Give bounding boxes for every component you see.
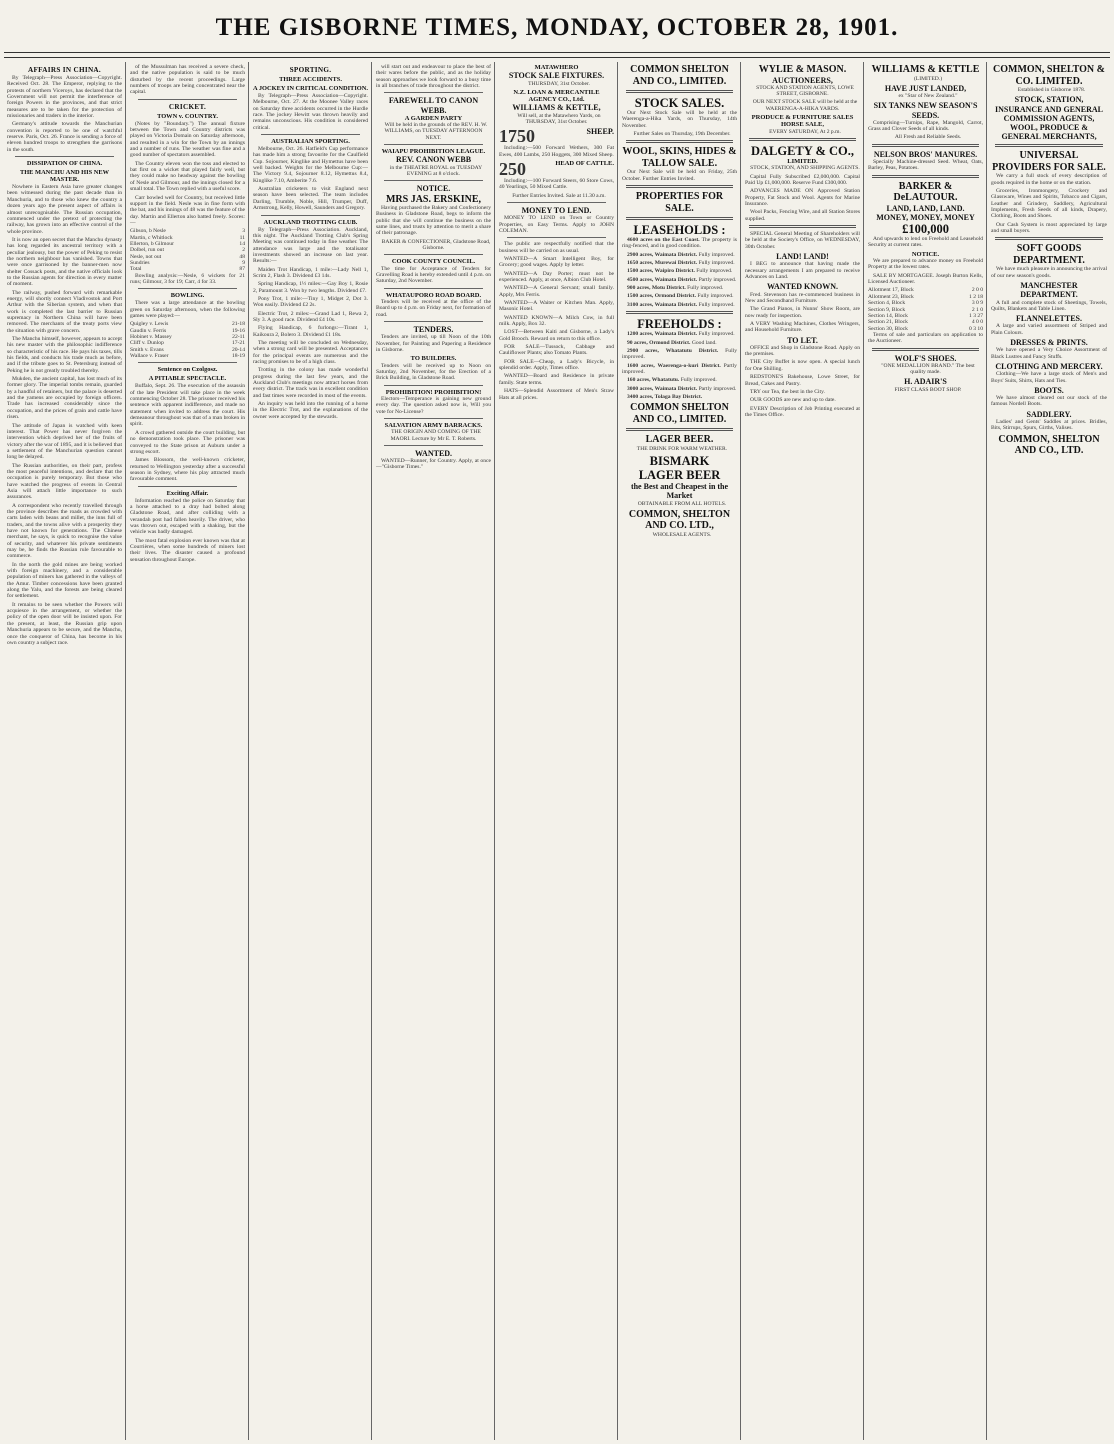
- adair-heading: H. ADAIR'S: [904, 377, 947, 387]
- nelson-heading: NELSON BROS' MANURES.: [873, 149, 978, 159]
- exciting-heading: Exciting Affair.: [166, 489, 209, 497]
- leaseholds-heading: LEASEHOLDS :: [633, 223, 726, 238]
- wanted-known-heading: WANTED KNOWN.: [766, 282, 839, 292]
- sporting-heading: SPORTING.: [289, 66, 332, 74]
- freeholds-heading: FREEHOLDS :: [637, 317, 722, 332]
- column-3: SPORTING. THREE ACCIDENTS. A JOCKEY IN CRITICAL CONDITION. By Telegraph—Press Association—Copyright. Melbourne, Oct. 27. At the Moonee Valley races on Saturday three accidents occurred in the Hurdle race. The jockey Hewitt was thrown heavily and remains unconscious. His condition is considered critical. AUSTRALIAN SPORTING. Melbourne, Oct. 26. Hatfield's Cup performance has made him a strong favourite for the Caulfield Cup. Sojourner, Kinglike and Hymettus have been well backed. Weights for the Melbourne Cup:—The Victory 9.4, Sojourner 8.12, Hymettus 8.4, Kinglike 7.10, Amberite 7.6. Australian cricketers to visit England next season have been selected. The team includes Darling, Trumble, Noble, Hill, Trumper, Duff, Armstrong, Kelly, Howell, Saunders and Gregory. AUCKLAND TROTTING CLUB. By Telegraph—Press Association. Auckland, this night. The Auckland Trotting Club's Spring Meeting was continued today in fine weather. The attendance was large and the totalisator investments showed an increase on last year. Results:— Maiden Trot Handicap, 1 mile:—Lady Nell 1, Scrim 2, Flash 3. Dividend £3 14s. Spring Handicap, 1½ miles:—Gay Boy 1, Rosie 2, Paramount 3. Won by two lengths. Dividend £7. Pony Trot, 1 mile:—Tiny 1, Midget 2, Dot 3. Won easily. Dividend £2 2s. Electric Trot, 2 miles:—Grand Lad 1, Rewa 2, Sly 3. A good race. Dividend £4 10s. Flying Handicap, 6 furlongs:—Tirant 1, Kaikoura 2, Bolero 3. Dividend £1 18s. The meeting will be concluded on Wednesday, when a strong card will be presented. Acceptances for the principal events are numerous and the racing promises to be of a high class. Trotting in the colony has made wonderful progress during the last few years, and the Auckland Club's meetings now attract horses from every district. The track was in excellent condition and fast times were recorded in most of the events. An inquiry was held into the running of a horse in the Electric Trot, and the explanations of the owner were accepted by the stewards.: [253, 66, 368, 420]
- common-heading: COMMON, SHELTON & CO. LIMITED.: [993, 64, 1105, 87]
- builders-heading: TO BUILDERS.: [410, 355, 457, 363]
- auctioneers-heading: AUCTIONEERS,: [772, 75, 833, 85]
- wanted-heading: WANTED.: [414, 448, 453, 458]
- common-shelton-heading: COMMON SHELTON AND CO., LIMITED.: [630, 64, 729, 87]
- column-8: WILLIAMS & KETTLE (LIMITED.) HAVE JUST LANDED, ex "Star of New Zealand." SIX TANKS NEW SEASON'S SEEDS. Comprising—Turnips, Rape, Mangold, Carrot, Grass and Clover Seeds of all kinds. All Fresh and Reliable Seeds. NELSON BROS' MANURES. Specially Machine-dressed Seed. Wheat, Oats, Barley, Peas, Potatoes. BARKER & DeLAUTOUR. LAND, LAND, LAND. MONEY, MONEY, MONEY £100,000 And upwards to lend on Freehold and Leasehold Security at current rates. NOTICE. We are prepared to advance money on Freehold Property at the lowest rates. SALE BY MORTGAGEE. Joseph Burton Kells, Licensed Auctioneer. Allotment 17, Block 2 0 0 Allotment 23, Block 1 2 18 Section 4, Block 3 0 9 Section 9, Block 2 1 0 Section 14, Block 1 3 27 Section 21, Block 4 0 0 Section 30, Block 0 3 10 Terms of sale and particulars on application to the Auctioneer. WOLF'S SHOES. "ONE MEDALLION BRAND." The best quality made. H. ADAIR'S FIRST CLASS BOOT SHOP.: [868, 64, 983, 393]
- prohibition-heading: PROHIBITION! PROHIBITION!: [385, 388, 482, 396]
- dalgety-limited: LIMITED.: [787, 158, 818, 166]
- salvation-heading: SALVATION ARMY BARRACKS.: [384, 421, 483, 429]
- stock-sales-heading: STOCK SALES.: [634, 96, 725, 110]
- affairs-in-china-heading: AFFAIRS IN CHINA.: [27, 66, 102, 74]
- australian-sporting-heading: AUSTRALIAN SPORTING.: [271, 138, 350, 146]
- universal-heading: UNIVERSAL PROVIDERS FOR SALE.: [992, 150, 1106, 173]
- amount-heading: £100,000: [902, 222, 949, 237]
- land-land-land: LAND, LAND, LAND.: [886, 203, 965, 213]
- erskine-heading: MRS JAS. ERSKINE,: [385, 193, 482, 205]
- jockey-heading: A JOCKEY IN CRITICAL CONDITION.: [253, 85, 368, 92]
- common-bottom-heading: COMMON, SHELTON AND CO., LTD.: [998, 433, 1100, 457]
- notice-8: NOTICE.: [911, 250, 940, 258]
- money-money: MONEY, MONEY, MONEY: [876, 212, 975, 222]
- six-tanks-heading: SIX TANKS NEW SEASON'S SEEDS.: [873, 101, 978, 120]
- sheep-label: SHEEP.: [586, 127, 614, 137]
- clothing-heading: CLOTHING AND MERCERY.: [995, 362, 1103, 372]
- wool-sale-heading: WOOL, SKINS, HIDES & TALLOW SALE.: [622, 146, 737, 169]
- cricket-heading: CRICKET.: [168, 102, 207, 111]
- common-shelton-mid: COMMON SHELTON AND CO., LIMITED.: [630, 402, 729, 425]
- boots-heading: BOOTS.: [1034, 385, 1064, 395]
- saddlery-heading: SADDLERY.: [1026, 409, 1072, 419]
- williams-kettle-heading: WILLIAMS & KETTLE: [871, 64, 980, 75]
- sentence-heading: Sentence on Czolgosz.: [157, 366, 218, 374]
- lager-heading: LAGER BEER.: [645, 434, 714, 446]
- manchester-heading: MANCHESTER DEPARTMENT.: [1020, 281, 1078, 300]
- column-7: WYLIE & MASON. AUCTIONEERS, STOCK AND STATION AGENTS, LOWE STREET, GISBORNE. OUR NEXT STOCK SALE will be held at the WAERENGA-A-HIKA YARDS. PRODUCE & FURNITURE SALES HORSE SALE, EVERY SATURDAY, At 2 p.m. DALGETY & CO., LIMITED. STOCK, STATION, AND SHIPPING AGENTS. Capital Fully Subscribed £2,000,000. Capital Paid Up £1,000,000. Reserve Fund £300,000. ADVANCES MADE ON Approved Station Property, Fat Stock and Wool. Agents for Marine Insurance. Wool Packs, Fencing Wire, and all Station Stores supplied. SPECIAL General Meeting of Shareholders will be held at the Society's Office, on WEDNESDAY, 30th October. LAND! LAND! I BEG to announce that having made the necessary arrangements I am prepared to receive Advances on Land. WANTED KNOWN. Fred. Stevenson has re-commenced business in New and Secondhand Furniture. The Grand Pianos, in Nunns' Show Room, are now ready for inspection. A VERY Washing Machines, Clothes Wringers, and Household Furniture. TO LET. OFFICE and Shop in Gladstone Road. Apply on the premises. THE City Buffet is now open. A special lunch for One Shilling. REDSTONE'S Bakehouse, Lowe Street, for Bread, Cakes and Pastry. TRY our Tea, the best in the City. OUR GOODS are new and up to date. EVERY Description of Job Printing executed at the Times Office.: [745, 64, 860, 418]
- cattle-count: 250: [499, 159, 526, 180]
- wylie-mason-heading: WYLIE & MASON.: [758, 64, 847, 75]
- dalgety-heading: DALGETY & CO.,: [750, 144, 854, 159]
- cook-heading: COOK COUNTY COUNCIL.: [391, 258, 476, 266]
- flannelettes-heading: FLANNELETTES.: [1015, 314, 1083, 324]
- to-let-heading: TO LET.: [787, 335, 818, 345]
- sheep-count: 1750: [499, 126, 535, 147]
- column-1: AFFAIRS IN CHINA. By Telegraph—Press Association—Copyright. Received Oct. 28. The Emperor, replying to the protests of northern Viceroys, has declared that the Government will not permit the interference of foreign Powers in the provinces, and that strict measures are to be taken for the protection of missionaries and traders in the interior. Germany's attitude towards the Manchurian convention is reported to be one of watchful reserve. Paris, Oct. 26. France is sending a force of eleven hundred troops to strengthen the garrisons in the south. DISSIPATION OF CHINA. THE MANCHU AND HIS NEW MASTER. Nowhere in Eastern Asia have greater changes been witnessed during the past decade than in Manchuria, and to those who knew the country a dozen years ago the present aspect of affairs is almost unrecognisable. The Russian occupation, commenced under the pretext of protecting the railway, has grown into an effective control of the whole province. It is now an open secret that the Manchu dynasty has long regarded its ancestral territory with a peculiar jealousy, but the power of Peking to resist the northern neighbour has vanished. Towns that were once garrisoned by the banner-men now shelter Cossack posts, and the native officials look to the Russian agents for direction in every matter of moment. The railway, pushed forward with remarkable energy, will shortly connect Vladivostok and Port Arthur with the Siberian system, and when that work is completed the last barrier to Russian supremacy in Northern China will have been removed. The merchants of the treaty ports view the situation with grave concern. The Manchu himself, however, appears to accept his new master with the philosophic indifference so characteristic of his race. He pays his taxes, tills his fields, and conducts his trade much as before, and if the tribute goes to St. Petersburg instead of Peking he is not greatly troubled thereby. Mukden, the ancient capital, has lost much of its former glory. The imperial tombs remain, guarded by a handful of retainers, but the palace is deserted and the yamens are occupied by foreign officers. Trade has increased considerably since the occupation, and the prices of grain and cattle have risen. The attitude of Japan is watched with keen interest. That Power has never forgiven the intervention which deprived her of the fruits of victory after the war of 1895, and it is believed that a settlement of the Manchurian question cannot long be delayed. The Russian authorities, on their part, profess the most peaceful intentions, and declare that the occupation is purely temporary. But those who have watched the progress of events in Central Asia will attach little importance to such assurances. A correspondent who recently travelled through the province describes the roads as crowded with carts laden with beans and millet, the inns full of traders, and the towns alive with a prosperity they have not known for generations. The Chinese merchant, he says, is quick to recognise the value of security, and whatever his private sentiments may be, he finds the Russian rule favourable to commerce. In the north the gold mines are being worked with foreign machinery, and a considerable population of miners has gathered in the valleys of the Amur. Timber concessions have been granted along the Yalu, and the forests are being cleared for settlement. It remains to be seen whether the Powers will acquiesce in the arrangement, or whether the policy of the open door will be insisted upon. For the present, at least, the Russian grip upon Manchuria appears to be secure, and the Manchu, once the conqueror of China, has become in his own country a subject race.: [7, 66, 122, 646]
- column-2: of the Mussulman has received a severe check, and the native population is said to be much disturbed by the recent proceedings. Large numbers of troops are being concentrated near the capital. CRICKET. TOWN v. COUNTRY. (Notes by "Boundary.") The annual fixture between the Town and Country districts was played on Victoria Domain on Saturday afternoon, and resulted in a win for the Town by an innings and a number of runs. The weather was fine and a good number of spectators assembled. The Country eleven won the toss and elected to bat first on a wicket that played fairly well, but they could make no headway against the bowling of Nesle and Gilmour, and the innings closed for a small total. The Town replied with a useful score. Carr bowled well for Country, but received little support in the field. Nesle was in fine form with the bat, and his innings of 48 was the feature of the day. Martin and Ellerton also batted freely. Scores:— Gibson, b Nesle 3 Martin, c Whitlock 11 Ellerton, b Gilmour 14 Dolbel, run out 2 Nesle, not out 48 Sundries 9 Total 87 Bowling analysis:—Nesle, 6 wickets for 21 runs; Gilmour, 3 for 19; Carr, 4 for 33. BOWLING. There was a large attendance at the bowling green on Saturday afternoon, when the following games were played:— Quigley v. Lewis 21-18 Gaudin v. Ferris 19-16 Hobinet v. Massey 22-11 Cliff v. Dunlop 17-21 Smith v. Evans 20-14 Wallace v. Fraser 18-19 Sentence on Czolgosz. A PITIABLE SPECTACLE. Buffalo, Sept. 26. The execution of the assassin of the late President will take place in the week commencing October 28. The prisoner received his sentence with apparent indifference, and made no statement when invited to address the court. His demeanour throughout was that of a man broken in spirit. A crowd gathered outside the court building, but no demonstration took place. The prisoner was conveyed to the State prison at Auburn under a strong escort. James Blossom, the well-known cricketer, returned to Wellington yesterday after a successful season in Sydney, where his play attracted much favourable comment. Exciting Affair. Information reached the police on Saturday that a horse attached to a dray had bolted along Gladstone Road, and after colliding with a verandah post had fallen heavily. The driver, who was thrown out, escaped with a shaking, but the vehicle was badly damaged. The most fatal explosion ever known was that at Courrières, when some hundreds of miners lost their lives. The disaster caused a profound sensation throughout Europe.: [130, 64, 245, 563]
- column-5: MATAWHERO STOCK SALE FIXTURES. THURSDAY, 31st October. N.Z. LOAN & MERCANTILE AGENCY CO., Ltd. WILLIAMS & KETTLE, Will sell, at the Matawhero Yards, on THURSDAY, 31st October. 1750 SHEEP. Including:—500 Forward Wethers, 300 Fat Ewes, 400 Lambs, 250 Hoggets, 300 Mixed Sheep. 250 HEAD OF CATTLE. Including:—100 Forward Steers, 60 Store Cows, 40 Yearlings, 50 Mixed Cattle. Further Entries Invited. Sale at 11.30 a.m. MONEY TO LEND. MONEY TO LEND on Town or Country Properties, on Easy Terms. Apply to JOHN COLEMAN. The public are respectfully notified that the business will be carried on as usual. WANTED—A Smart Intelligent Boy, for Grocery; good wages. Apply by letter. WANTED—A Day Porter; must not be experienced. Apply, at once, Albion Club Hotel. WANTED—A General Servant; small family. Apply, Mrs Ferris. WANTED—A Waiter or Kitchen Man. Apply, Masonic Hotel. WANTED KNOWN—A Milch Cow, in full milk. Apply, Box 32. LOST—Between Kaiti and Gisborne, a Lady's Gold Brooch. Reward on return to this office. FOR SALE—Tussock, Cabbage and Cauliflower Plants; also Tomato Plants. FOR SALE—Cheap, a Lady's Bicycle, in splendid order. Apply, Times office. WANTED—Board and Residence in private family. State terms. HATS—Splendid Assortment of Men's Straw Hats at all prices.: [499, 64, 614, 401]
- properties-heading: PROPERTIES FOR SALE.: [635, 191, 724, 214]
- top-rule-2: [4, 57, 1110, 58]
- whatauporo-heading: WHATAUPORO ROAD BOARD.: [385, 291, 482, 299]
- town-country-heading: TOWN v. COUNTRY.: [157, 112, 218, 120]
- wolf-heading: WOLF'S SHOES.: [894, 353, 957, 363]
- stock-station-heading: STOCK, STATION, INSURANCE AND GENERAL COMMISSION AGENTS,: [994, 95, 1103, 123]
- soft-goods-heading: SOFT GOODS DEPARTMENT.: [1013, 243, 1085, 266]
- cattle-label: HEAD OF CATTLE.: [555, 160, 614, 168]
- three-accidents-heading: THREE ACCIDENTS.: [279, 76, 342, 83]
- landed-heading: HAVE JUST LANDED,: [884, 83, 967, 93]
- barker-heading: BARKER & DeLAUTOUR.: [893, 180, 958, 204]
- best-cheapest: the Best and Cheapest in the Market: [630, 482, 729, 501]
- column-4: will start out and endeavour to place the best of their wares before the public, and as the holiday season approaches we look forward to a busy time in all branches of trade throughout the district. FAREWELL TO CANON WEBB. A GARDEN PARTY Will be held in the grounds of the REV. H. W. WILLIAMS, on TUESDAY AFTERNOON NEXT. WAIAPU PROHIBITION LEAGUE. REV. CANON WEBB in the THEATRE ROYAL on TUESDAY EVENING at 8 o'clock. NOTICE. MRS JAS. ERSKINE, Having purchased the Bakery and Confectionery Business in Gladstone Road, begs to inform the public that she will continue the business on the same lines, and trusts by attention to merit a share of their patronage. BAKER & CONFECTIONER, Gladstone Road, Gisborne. COOK COUNTY COUNCIL. The time for Acceptance of Tenders for Gravelling Road is hereby extended until 4 p.m. on Saturday, 2nd November. WHATAUPORO ROAD BOARD. Tenders will be received at the office of the Board up to 4 p.m. on Friday next, for formation of road. TENDERS. Tenders are invited, up till Noon of the 10th November, for Painting and Papering a Residence in Gisborne. TO BUILDERS. Tenders will be received up to Noon on Saturday, 2nd November, for the Erection of a Brick Building, in Gladstone Road. PROHIBITION! PROHIBITION! Electors—Temperance is gaining new ground every day. The question asked now is, Will you vote for No-License? SALVATION ARMY BARRACKS. THE ORIGIN AND COMING OF THE MAORI. Lecture by Mr E. T. Roberts. WANTED. WANTED—Runner, for Country. Apply, at once—"Gisborne Times.": [376, 64, 491, 471]
- wool-produce-heading: WOOL, PRODUCE & GENERAL MERCHANTS,: [1001, 122, 1097, 142]
- dissipation-heading: DISSIPATION OF CHINA.: [26, 160, 103, 168]
- column-9: COMMON, SHELTON & CO. LIMITED. Established in Gisborne 1878. STOCK, STATION, INSURANCE AND GENERAL COMMISSION AGENTS, WOOL, PRODUCE & GENERAL MERCHANTS, UNIVERSAL PROVIDERS FOR SALE. We carry a full stock of every description of goods required in the home or on the station. Groceries, Ironmongery, Crockery and Glassware, Wines and Spirits, Tobacco and Cigars, Leather and Grindery, Saddlery, Agricultural Implements, Fresh Seeds of all kinds, Drapery, Clothing, Boots and Shoes. Our Cash System is most appreciated by large and small buyers. SOFT GOODS DEPARTMENT. We have much pleasure in announcing the arrival of our new season's goods. MANCHESTER DEPARTMENT. A full and complete stock of Sheetings, Towels, Quilts, Blankets and Table Linen. FLANNELETTES. A large and varied assortment of Striped and Plain Colours. DRESSES & PRINTS. We have opened a Very Choice Assortment of Black Lustres and Fancy Stuffs. CLOTHING AND MERCERY. Clothing—We have a large stock of Men's and Boys' Suits, Shirts, Hats and Ties. BOOTS. We have almost cleared out our stock of the famous Nordell Boots. SADDLERY. Ladies' and Gents' Saddles at prices. Bridles, Bits, Stirrups, Spurs, Girths, Valises. COMMON, SHELTON AND CO., LTD.: [991, 64, 1107, 457]
- bowling-heading: BOWLING.: [170, 292, 205, 300]
- dresses-heading: DRESSES & PRINTS.: [1010, 338, 1088, 348]
- top-rule: [4, 52, 1110, 53]
- common-shelton-bottom: COMMON, SHELTON AND CO. LTD.,: [628, 508, 731, 532]
- nz-loan: N.Z. LOAN & MERCANTILE AGENCY CO., Ltd.: [513, 88, 600, 104]
- column-6: COMMON SHELTON AND CO., LIMITED. STOCK SALES. Our Next Stock Sale will be held at the Waerenga-a-Hika Yards, on Thursday, 14th November. Further Sales on Thursday, 19th December. WOOL, SKINS, HIDES & TALLOW SALE. Our Next Sale will be held on Friday, 25th October. Further Entries Invited. PROPERTIES FOR SALE. LEASEHOLDS : 4600 acres on the East Coast. The property is ring-fenced, and in good condition. 2900 acres, Waimata District. Fully improved. 1650 acres, Murewai District. Fully improved. 1500 acres, Waipiro District. Fully improved. 4500 acres, Waimata District. Partly improved. 900 acres, Motu District. Fully improved. 1500 acres, Ormond District. Fully improved. 3100 acres, Waimata District. Fully improved. FREEHOLDS : 1200 acres, Waimata District. Fully improved. 90 acres, Ormond District. Good land. 2900 acres, Whatatutu District. Fully improved. 1600 acres, Waerenga-o-kuri District. Partly improved. 160 acres, Whatatutu. Fully improved. 3000 acres, Waimata District. Partly improved. 3400 acres, Tolaga Bay District. COMMON SHELTON AND CO., LIMITED. LAGER BEER. THE DRINK FOR WARM WEATHER. BISMARK LAGER BEER the Best and Cheapest in the Market OBTAINABLE FROM ALL HOTELS. COMMON, SHELTON AND CO. LTD., WHOLESALE AGENTS.: [622, 64, 737, 538]
- pitiable-heading: A PITIABLE SPECTACLE.: [148, 375, 227, 383]
- bismark-heading: BISMARK: [649, 454, 710, 469]
- lager-beer-heading: LAGER BEER: [638, 468, 721, 483]
- money-heading: MONEY TO LEND.: [521, 206, 592, 216]
- land-land-heading: LAND! LAND!: [776, 252, 829, 262]
- notice-heading: NOTICE.: [416, 184, 451, 194]
- manchu-heading: THE MANCHU AND HIS NEW MASTER.: [19, 169, 110, 184]
- auckland-trotting-heading: AUCKLAND TROTTING CLUB.: [263, 218, 358, 226]
- tenders-heading: TENDERS.: [413, 325, 454, 335]
- masthead: THE GISBORNE TIMES, MONDAY, OCTOBER 28, 1901.: [215, 14, 899, 41]
- stock-sale-heading: STOCK SALE FIXTURES.: [508, 71, 605, 81]
- williams-kettle-agent: WILLIAMS & KETTLE,: [512, 103, 601, 113]
